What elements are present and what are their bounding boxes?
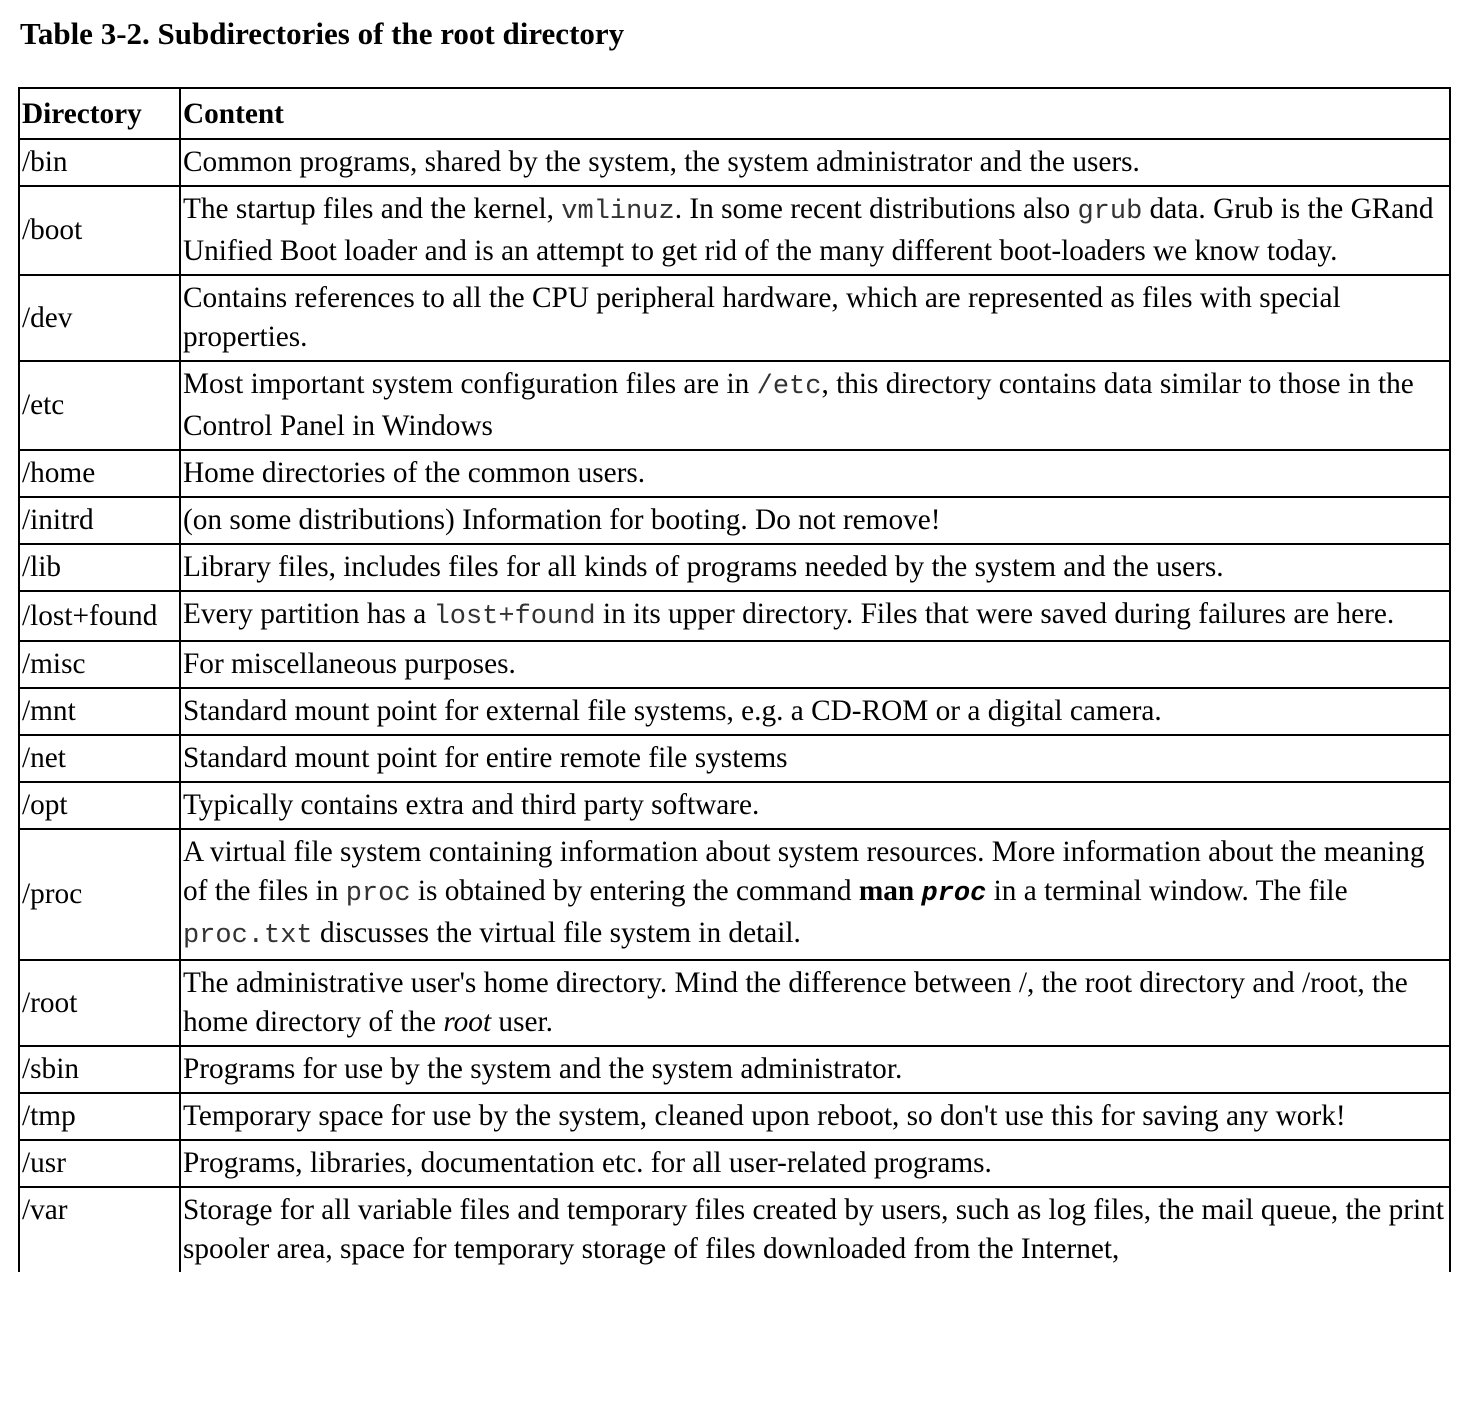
table-caption: Table 3-2. Subdirectories of the root directory (20, 16, 625, 51)
content-cell (180, 1046, 1450, 1093)
content-text: The startup files and the kernel, (183, 193, 562, 225)
table-row (19, 275, 1450, 361)
directory-cell: /boot (19, 186, 180, 275)
table-row (19, 735, 1450, 782)
content-cell (180, 450, 1450, 497)
content-text: Programs for use by the system and the system administrator. (183, 1053, 903, 1085)
content-text: Storage for all variable files and temporary files created by users, such as log files, the mail queue, the print spooler area, space for temporary storage of files downloaded from the Internet, (183, 1194, 1444, 1265)
directory-table (18, 87, 1451, 1272)
table-row (19, 688, 1450, 735)
table-row (19, 186, 1450, 275)
table-row (19, 139, 1450, 186)
table-body (19, 139, 1450, 1272)
directory-cell: /home (19, 450, 180, 497)
content-text: The administrative user's home directory. Mind the difference between /, the root directory and /root, the home directory of the (183, 967, 1408, 1038)
content-text: Common programs, shared by the system, the system administrator and the users. (183, 146, 1140, 178)
table-row (19, 1093, 1450, 1140)
content-cell (180, 497, 1450, 544)
inline-code: lost+found (433, 602, 596, 632)
content-text: discusses the virtual file system in detail. (312, 917, 801, 949)
content-text: is obtained by entering the command (410, 875, 859, 907)
directory-cell: /var (19, 1187, 180, 1272)
table-row (19, 591, 1450, 641)
table-row (19, 782, 1450, 829)
directory-cell: /lost+found (19, 591, 180, 641)
content-cell (180, 829, 1450, 960)
inline-code: proc.txt (183, 921, 313, 951)
directory-table-container (18, 87, 1449, 1272)
inline-code: vmlinuz (561, 197, 675, 227)
inline-code: /etc (756, 372, 822, 402)
table-row (19, 1140, 1450, 1187)
table-row (19, 829, 1450, 960)
content-text: in a terminal window. The file (986, 875, 1348, 907)
content-text (914, 875, 921, 907)
content-cell (180, 139, 1450, 186)
content-text: . In some recent distributions also (674, 193, 1078, 225)
table-row (19, 641, 1450, 688)
content-cell (180, 960, 1450, 1046)
content-cell (180, 544, 1450, 591)
content-cell (180, 186, 1450, 275)
content-text: Most important system configuration files are in (183, 368, 757, 400)
directory-cell: /proc (19, 829, 180, 960)
directory-cell: /root (19, 960, 180, 1046)
directory-cell: /net (19, 735, 180, 782)
content-text: Programs, libraries, documentation etc. for all user-related programs. (183, 1147, 992, 1179)
command-text: man (858, 875, 915, 907)
directory-cell: /misc (19, 641, 180, 688)
directory-cell: /lib (19, 544, 180, 591)
content-text: data. Grub is the GRand Unified Boot loader and is an attempt to get rid of the many different boot-loaders we know today. (183, 193, 1434, 267)
directory-cell: /usr (19, 1140, 180, 1187)
content-cell (180, 688, 1450, 735)
table-row (19, 544, 1450, 591)
directory-cell: /initrd (19, 497, 180, 544)
content-text: Contains references to all the CPU peripheral hardware, which are represented as files with special properties. (183, 282, 1341, 353)
header-directory: Directory (19, 88, 180, 139)
table-row (19, 1046, 1450, 1093)
content-cell (180, 1187, 1450, 1272)
content-cell (180, 782, 1450, 829)
directory-cell: /sbin (19, 1046, 180, 1093)
content-text: Every partition has a (183, 598, 434, 630)
emphasis-text: root (443, 1006, 492, 1038)
content-cell (180, 641, 1450, 688)
inline-code: grub (1077, 197, 1143, 227)
table-header-row (19, 88, 1450, 139)
content-cell (180, 591, 1450, 641)
directory-cell: /bin (19, 139, 180, 186)
header-content: Content (180, 88, 1450, 139)
table-row (19, 497, 1450, 544)
table-row (19, 960, 1450, 1046)
content-text: For miscellaneous purposes. (183, 648, 516, 680)
content-cell (180, 735, 1450, 782)
content-text: Temporary space for use by the system, cleaned upon reboot, so don't use this for saving any work! (183, 1100, 1346, 1132)
content-cell (180, 275, 1450, 361)
content-text: Typically contains extra and third party software. (183, 789, 760, 821)
content-text: Standard mount point for external file systems, e.g. a CD-ROM or a digital camera. (183, 695, 1162, 727)
content-text: user. (491, 1006, 553, 1038)
command-text: proc (921, 879, 987, 909)
content-text: Library files, includes files for all kinds of programs needed by the system and the users. (183, 551, 1224, 583)
content-text: A virtual file system containing information about system resources. More information about the meaning of the files in (183, 836, 1425, 907)
content-text: in its upper directory. Files that were saved during failures are here. (595, 598, 1395, 630)
content-text: (on some distributions) Information for booting. Do not remove! (183, 504, 941, 536)
table-row (19, 361, 1450, 450)
directory-cell: /tmp (19, 1093, 180, 1140)
table-row (19, 1187, 1450, 1272)
table-row (19, 450, 1450, 497)
content-text: Home directories of the common users. (183, 457, 646, 489)
directory-cell: /etc (19, 361, 180, 450)
directory-cell: /opt (19, 782, 180, 829)
content-text: Standard mount point for entire remote file systems (183, 742, 788, 774)
content-cell (180, 361, 1450, 450)
content-text: , this directory contains data similar to those in the Control Panel in Windows (183, 368, 1414, 442)
inline-code: proc (345, 879, 411, 909)
directory-cell: /dev (19, 275, 180, 361)
content-cell (180, 1093, 1450, 1140)
content-cell (180, 1140, 1450, 1187)
directory-cell: /mnt (19, 688, 180, 735)
